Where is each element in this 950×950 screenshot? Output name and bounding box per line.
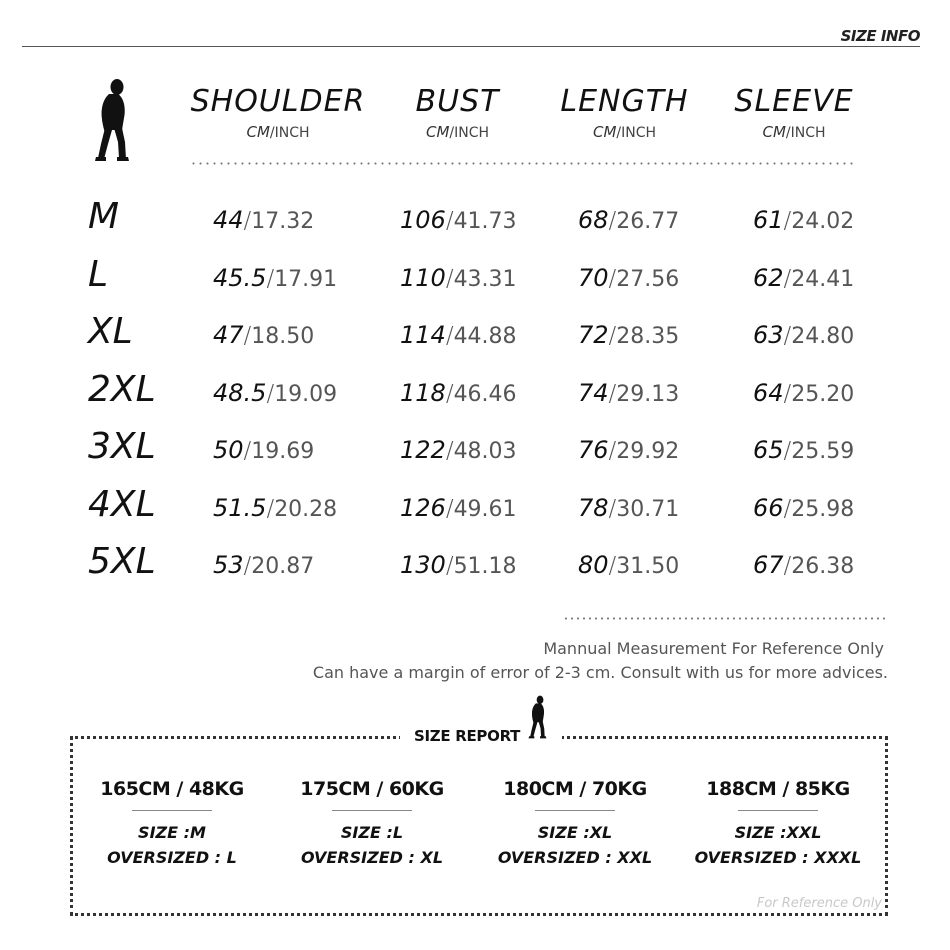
- report-size: SIZE :L: [340, 823, 404, 842]
- value-separator: /: [266, 495, 275, 522]
- cm-value: 118: [400, 378, 446, 407]
- unit-cm: CM: [592, 123, 617, 141]
- measurement-cell: [400, 436, 517, 464]
- report-item: [678, 778, 878, 867]
- cm-value: 66: [753, 493, 784, 522]
- inch-value: 19.69: [251, 439, 315, 464]
- measurement-cell: [753, 436, 854, 464]
- value-separator: /: [243, 438, 252, 464]
- value-separator: /: [783, 380, 792, 407]
- column-header-length: [552, 84, 697, 141]
- column-header-shoulder: [188, 84, 368, 141]
- measurement-cell: [578, 551, 679, 579]
- measurement-cell: [753, 551, 854, 579]
- value-separator: /: [783, 438, 792, 464]
- cm-value: 130: [400, 551, 446, 579]
- column-unit: [552, 123, 697, 141]
- measurement-cell: [578, 436, 679, 464]
- inch-value: 20.87: [251, 554, 315, 579]
- cm-value: 74: [578, 378, 609, 407]
- cm-value: 72: [578, 321, 609, 349]
- header-divider: [22, 46, 920, 47]
- value-separator: /: [445, 438, 454, 464]
- cm-value: 44: [213, 206, 244, 234]
- inch-value: 20.28: [274, 496, 338, 522]
- inch-value: 17.91: [274, 266, 338, 292]
- cm-value: 62: [753, 263, 784, 292]
- cm-value: 78: [578, 493, 609, 522]
- unit-cm: CM: [246, 123, 270, 141]
- inch-value: 51.18: [453, 554, 517, 579]
- measurement-cell: [753, 379, 854, 407]
- table-row: [0, 541, 950, 597]
- cm-value: 122: [400, 436, 446, 464]
- size-report-heading: [400, 694, 562, 746]
- inch-value: 26.77: [616, 209, 680, 234]
- inch-value: 29.92: [616, 439, 680, 464]
- report-oversized: OVERSIZED : L: [107, 848, 237, 867]
- inch-value: 31.50: [616, 554, 680, 579]
- cm-value: 48.5: [213, 378, 267, 407]
- cm-value: 53: [213, 551, 244, 579]
- measurement-cell: [578, 379, 679, 407]
- reference-footnote: For Reference Only: [756, 896, 882, 911]
- value-separator: /: [608, 553, 617, 579]
- measurement-cell: [213, 436, 314, 464]
- value-separator: /: [608, 438, 617, 464]
- cm-value: 65: [753, 436, 784, 464]
- table-row: [0, 426, 950, 482]
- measurement-cell: [213, 551, 314, 579]
- notes-dotted-divider: [563, 617, 885, 620]
- cm-value: 114: [400, 321, 446, 349]
- table-row: [0, 196, 950, 252]
- measurement-cell: [213, 321, 314, 349]
- value-separator: /: [783, 495, 792, 522]
- report-body-measure: 175CM / 60KG: [300, 778, 444, 800]
- value-separator: /: [783, 553, 792, 579]
- inch-value: 48.03: [453, 439, 517, 464]
- measurement-cell: [578, 206, 679, 234]
- measurement-cell: [753, 494, 854, 522]
- cm-value: 70: [578, 263, 609, 292]
- value-separator: /: [783, 323, 792, 349]
- value-separator: /: [445, 380, 454, 407]
- header-dotted-divider: [190, 162, 855, 165]
- measurement-cell: [400, 551, 517, 579]
- inch-value: 24.80: [791, 324, 855, 349]
- value-separator: /: [266, 380, 275, 407]
- column-unit: [188, 123, 368, 141]
- cm-value: 45.5: [213, 263, 267, 292]
- unit-inch: /INCH: [616, 125, 657, 141]
- inch-value: 41.73: [453, 209, 517, 234]
- size-label: 5XL: [88, 541, 156, 582]
- measurement-cell: [213, 206, 314, 234]
- measurement-cell: [400, 321, 517, 349]
- unit-inch: /INCH: [449, 125, 490, 141]
- value-separator: /: [266, 265, 275, 292]
- inch-value: 28.35: [616, 324, 680, 349]
- inch-value: 43.31: [453, 266, 517, 292]
- measurement-cell: [400, 379, 517, 407]
- report-divider: [738, 810, 818, 811]
- inch-value: 19.09: [274, 381, 338, 407]
- report-oversized: OVERSIZED : XL: [300, 848, 444, 867]
- inch-value: 44.88: [453, 324, 517, 349]
- table-row: [0, 311, 950, 367]
- cm-value: 126: [400, 493, 446, 522]
- measurement-cell: [753, 206, 854, 234]
- cm-value: 61: [753, 206, 784, 234]
- report-oversized: OVERSIZED : XXL: [497, 848, 653, 867]
- cm-value: 76: [578, 436, 609, 464]
- human-silhouette-icon: [527, 694, 551, 744]
- cm-value: 47: [213, 321, 244, 349]
- measurement-cell: [213, 379, 337, 407]
- measurement-cell: [400, 264, 517, 292]
- unit-inch: /INCH: [269, 125, 310, 141]
- report-size: SIZE :XL: [537, 823, 613, 842]
- inch-value: 25.59: [791, 439, 855, 464]
- human-silhouette-icon: [92, 78, 138, 162]
- table-row: [0, 484, 950, 540]
- measurement-cell: [400, 206, 517, 234]
- value-separator: /: [445, 208, 454, 234]
- unit-cm: CM: [425, 123, 450, 141]
- value-separator: /: [243, 323, 252, 349]
- inch-value: 17.32: [251, 209, 315, 234]
- inch-value: 24.02: [791, 209, 855, 234]
- measurement-cell: [213, 494, 337, 522]
- value-separator: /: [608, 323, 617, 349]
- size-label: XL: [88, 311, 133, 352]
- inch-value: 49.61: [453, 496, 517, 522]
- cm-value: 64: [753, 378, 784, 407]
- cm-value: 67: [753, 551, 784, 579]
- column-name: SLEEVE: [734, 84, 854, 119]
- value-separator: /: [445, 553, 454, 579]
- inch-value: 30.71: [616, 496, 680, 522]
- column-name: LENGTH: [560, 84, 689, 119]
- table-row: [0, 254, 950, 310]
- cm-value: 50: [213, 436, 244, 464]
- inch-value: 46.46: [453, 381, 517, 407]
- report-body-measure: 165CM / 48KG: [100, 778, 244, 800]
- value-separator: /: [783, 208, 792, 234]
- measurement-cell: [753, 321, 854, 349]
- cm-value: 80: [578, 551, 609, 579]
- measurement-cell: [753, 264, 854, 292]
- measurement-cell: [578, 494, 679, 522]
- measurement-cell: [400, 494, 517, 522]
- measurement-cell: [578, 321, 679, 349]
- cm-value: 110: [400, 263, 446, 292]
- report-oversized: OVERSIZED : XXXL: [694, 848, 862, 867]
- inch-value: 27.56: [616, 266, 680, 292]
- value-separator: /: [608, 380, 617, 407]
- column-unit: [395, 123, 520, 141]
- value-separator: /: [608, 495, 617, 522]
- inch-value: 29.13: [616, 381, 680, 407]
- value-separator: /: [783, 265, 792, 292]
- column-name: SHOULDER: [190, 84, 366, 119]
- report-size: SIZE :XXL: [734, 823, 822, 842]
- report-item: [72, 778, 272, 867]
- unit-cm: CM: [762, 123, 786, 141]
- column-name: BUST: [415, 84, 500, 119]
- cm-value: 63: [753, 321, 784, 349]
- inch-value: 25.98: [791, 496, 855, 522]
- unit-inch: /INCH: [785, 125, 826, 141]
- column-unit: [728, 123, 860, 141]
- measurement-note: Mannual Measurement For Reference Only: [543, 639, 884, 658]
- inch-value: 24.41: [791, 266, 855, 292]
- size-label: L: [88, 253, 109, 295]
- value-separator: /: [445, 323, 454, 349]
- size-report-title: SIZE REPORT: [414, 727, 521, 745]
- size-label: 2XL: [88, 368, 156, 410]
- report-item: [475, 778, 675, 867]
- inch-value: 25.20: [791, 381, 855, 407]
- column-header-sleeve: [728, 84, 860, 141]
- cm-value: 106: [400, 206, 446, 234]
- cm-value: 68: [578, 206, 609, 234]
- cm-value: 51.5: [213, 493, 267, 522]
- value-separator: /: [608, 265, 617, 292]
- report-body-measure: 180CM / 70KG: [503, 778, 647, 800]
- report-divider: [132, 810, 212, 811]
- table-row: [0, 369, 950, 425]
- report-body-measure: 188CM / 85KG: [706, 778, 850, 800]
- inch-value: 26.38: [791, 554, 855, 579]
- report-divider: [535, 810, 615, 811]
- value-separator: /: [243, 208, 252, 234]
- size-label: 3XL: [88, 426, 156, 467]
- value-separator: /: [243, 553, 252, 579]
- report-divider: [332, 810, 412, 811]
- column-header-bust: [395, 84, 520, 141]
- margin-note: Can have a margin of error of 2-3 cm. Consult with us for more advices.: [312, 663, 888, 682]
- page-title: SIZE INFO: [840, 27, 920, 45]
- value-separator: /: [445, 265, 454, 292]
- measurement-cell: [578, 264, 679, 292]
- inch-value: 18.50: [251, 324, 315, 349]
- value-separator: /: [608, 208, 617, 234]
- report-size: SIZE :M: [138, 823, 206, 842]
- report-item: [272, 778, 472, 867]
- value-separator: /: [445, 495, 454, 522]
- size-label: 4XL: [88, 483, 156, 525]
- size-label: M: [88, 196, 120, 237]
- measurement-cell: [213, 264, 337, 292]
